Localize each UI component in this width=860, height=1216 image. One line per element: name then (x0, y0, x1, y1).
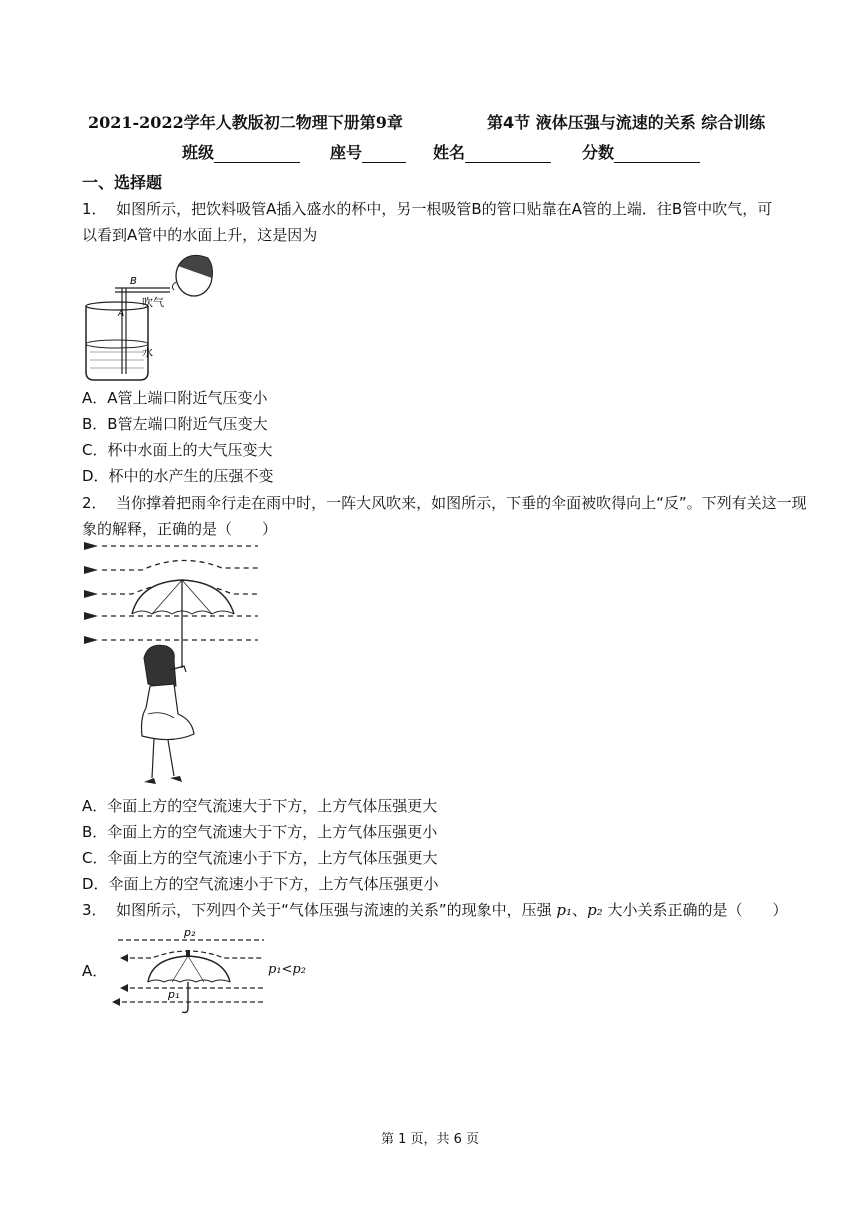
info-name (433, 140, 551, 163)
q1-stem-line2: 以看到A管中的水面上升，这是因为 (82, 226, 318, 244)
q3-option-a-figure (112, 926, 268, 1016)
q3-fig-top-label: p₂ (184, 926, 196, 939)
q2-option-d[interactable]: D．伞面上方的空气流速小于下方，上方气体压强更小 (82, 875, 439, 893)
q1-option-a[interactable]: A．A管上端口附近气压变小 (82, 389, 268, 407)
info-class-label: 班级 (182, 143, 215, 162)
q1-figure (82, 248, 222, 382)
q1-label-blow: 吹气 (142, 296, 164, 309)
page-footer: 第 1 页，共 6 页 (380, 1132, 480, 1147)
q3-stem (82, 897, 787, 923)
info-score-blank[interactable] (614, 145, 700, 163)
q2-stem-line1 (82, 490, 807, 516)
info-score (582, 140, 700, 163)
info-seat (330, 140, 406, 163)
q3-option-a-relation: p₁<p₂ (268, 962, 306, 977)
q2-option-a[interactable]: A．伞面上方的空气流速大于下方，上方气体压强更大 (82, 797, 438, 815)
info-class (182, 140, 300, 163)
info-seat-blank[interactable] (362, 145, 406, 163)
title-right: 第4节 液体压强与流速的关系 综合训练 (487, 113, 766, 132)
q2-figure (82, 538, 262, 790)
info-name-label: 姓名 (433, 143, 466, 162)
q1-label-water: 水 (142, 346, 153, 359)
q3-option-a-label[interactable]: A． (82, 962, 108, 980)
q1-number: 1． (82, 200, 107, 218)
q3-sep: 、 (572, 901, 588, 919)
info-seat-label: 座号 (330, 143, 363, 162)
q1-label-b: B (130, 276, 137, 287)
q2-option-c[interactable]: C．伞面上方的空气流速小于下方，上方气体压强更大 (82, 849, 438, 867)
q1-option-c[interactable]: C．杯中水面上的大气压变大 (82, 441, 273, 459)
q2-option-b[interactable]: B．伞面上方的空气流速大于下方，上方气体压强更小 (82, 823, 438, 841)
q2-stem-line2: 象的解释，正确的是（ ） (82, 520, 278, 538)
info-name-blank[interactable] (465, 145, 551, 163)
q1-option-d[interactable]: D．杯中的水产生的压强不变 (82, 467, 274, 485)
q1-label-a: A (118, 309, 125, 319)
q1-option-b[interactable]: B．B管左端口附近气压变大 (82, 415, 268, 433)
q1-stem-text1: 如图所示，把饮料吸管A插入盛水的杯中，另一根吸管B的管口贴靠在A管的上端．往B管中吹气，可 (116, 200, 773, 218)
section-title: 一、选择题 (82, 173, 163, 192)
title-left: 2021-2022学年人教版初二物理下册第9章 (88, 113, 403, 132)
info-class-blank[interactable] (214, 145, 300, 163)
q2-stem-text1: 当你撑着把雨伞行走在雨中时，一阵大风吹来，如图所示，下垂的伞面被吹得向上“反”。下列有关这一现 (116, 494, 807, 512)
q2-number: 2． (82, 494, 107, 512)
q3-fig-bottom-label: p₁ (168, 988, 180, 1001)
q3-p1: p₁ (556, 901, 573, 919)
q3-number: 3． (82, 901, 107, 919)
q3-stem-a: 如图所示，下列四个关于“气体压强与流速的关系”的现象中，压强 (116, 901, 552, 919)
info-score-label: 分数 (582, 143, 615, 162)
q1-stem-line1 (82, 196, 772, 222)
q3-stem-b: 大小关系正确的是（ ） (607, 901, 788, 919)
q3-p2: p₂ (587, 901, 603, 919)
